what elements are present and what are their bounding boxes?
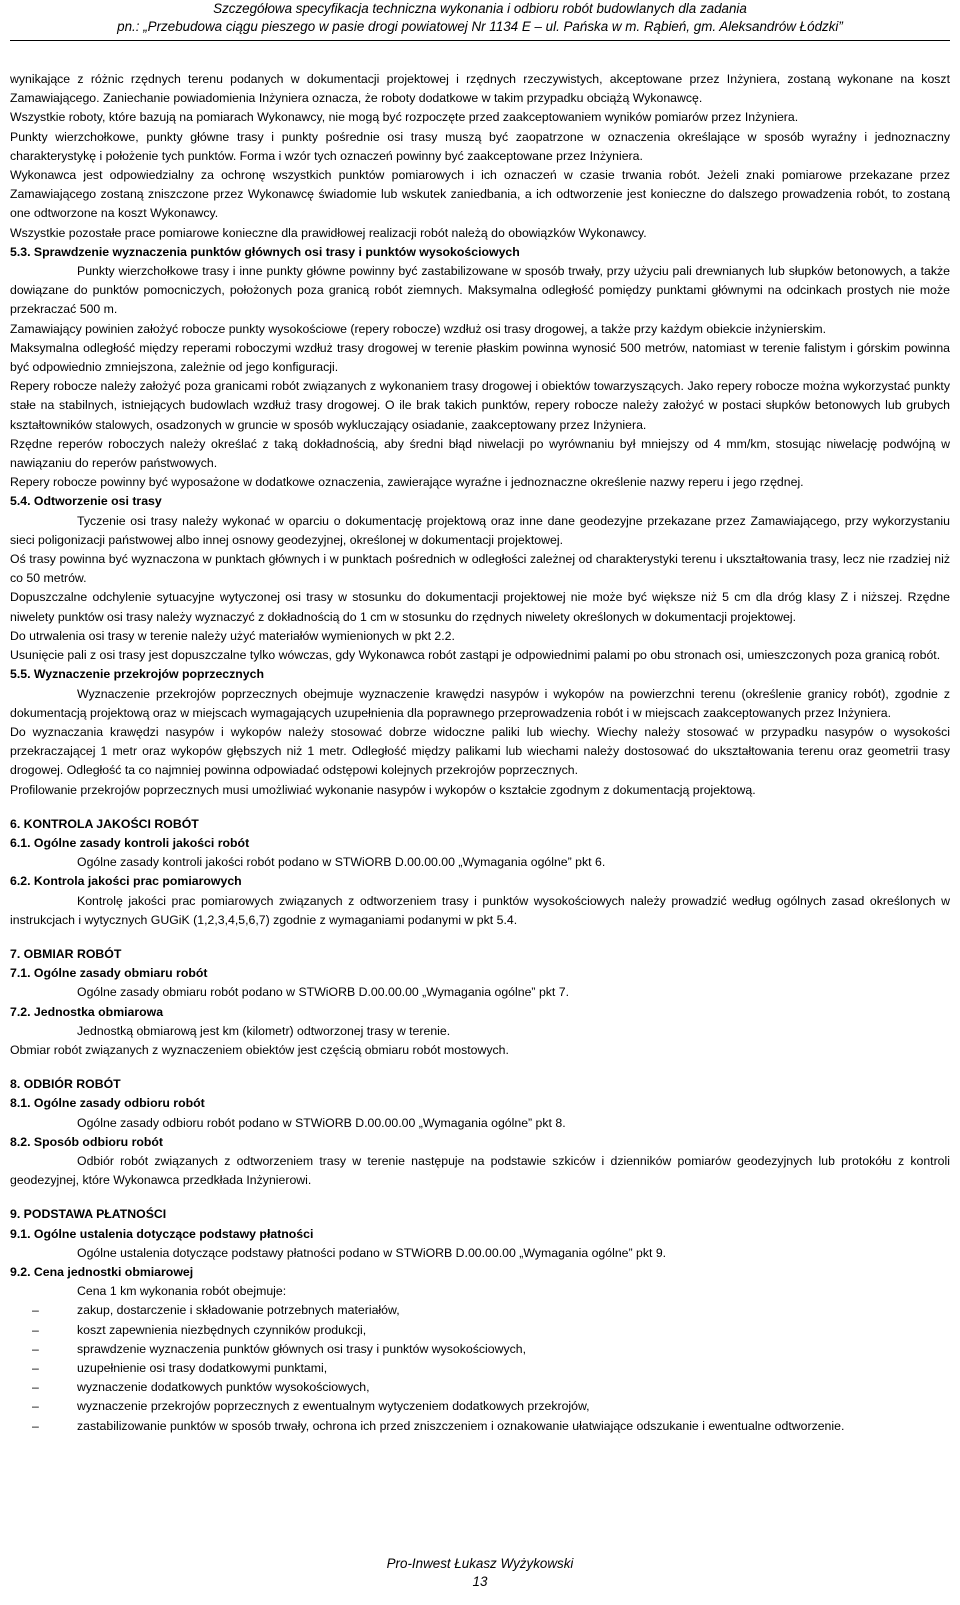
paragraph: Jednostką obmiarową jest km (kilometr) odtworzonej trasy w terenie.	[77, 1023, 451, 1038]
page-header	[0, 0, 960, 36]
section-heading-8: 8. ODBIÓR ROBÓT	[10, 1077, 121, 1092]
paragraph: wynikające z różnic rzędnych terenu podanych w dokumentacji projektowej i rzędnych rzeczywistych, akceptowane przez Inżyniera, zostaną wykonane na koszt Zamawiającego. Zaniechanie powiadomienia Inżyniera oznacza, że roboty dodatkowe w takim przypadku obciążą Wykonawcę.	[10, 72, 950, 106]
footer-company: Pro-Inwest Łukasz Wyżykowski	[386, 1556, 574, 1571]
section-heading-7-1: 7.1. Ogólne zasady obmiaru robót	[10, 966, 208, 981]
paragraph: Odbiór robót związanych z odtworzeniem trasy w terenie następuje na podstawie szkiców i dzienników pomiarów geodezyjnych lub protokółu z kontroli geodezyjnej, które Wykonawca przedkłada Inżynierowi.	[10, 1153, 950, 1188]
paragraph: Punkty wierzchołkowe trasy i inne punkty główne powinny być zastabilizowane w sposób trwały, przy użyciu pali drewnianych lub słupków betonowych, a także dowiązane do punktów pomocniczych, położonych poza granicą robót ziemnych. Maksymalna odległość pomiędzy punktami głównymi na odcinkach prostych nie może przekraczać 500 m.	[10, 264, 950, 317]
paragraph: Obmiar robót związanych z wyznaczeniem obiektów jest częścią obmiaru robót mostowych.	[10, 1042, 509, 1057]
list-item	[10, 1397, 950, 1416]
paragraph: Do wyznaczania krawędzi nasypów i wykopów należy stosować dobrze widoczne paliki lub wiechy. Wiechy należy stosować w przypadku nasypów o wysokości przekraczającej 1 metr oraz wykopów głębszych niż 1 metr. Odległość między palikami lub wiechami należy dostosować do ukształtowania terenu oraz geometrii trasy drogowej. Odległość ta co najmniej powinna odpowiadać odstępowi kolejnych przekrojów poprzecznych.	[10, 724, 950, 778]
header-title: Szczegółowa specyfikacja techniczna wykonania i odbioru robót budowlanych dla zadania	[213, 1, 747, 16]
paragraph: Oś trasy powinna być wyznaczona w punktach głównych i w punktach pośrednich w odległości zależnej od charakterystyki terenu i ukształtowania trasy, lecz nie rzadziej niż co 50 metrów.	[10, 552, 950, 586]
paragraph: Ogólne ustalenia dotyczące podstawy płatności podano w STWiORB D.00.00.00 „Wymagania ogólne” pkt 9.	[77, 1245, 667, 1260]
paragraph: Wykonawca jest odpowiedzialny za ochronę wszystkich punktów pomiarowych i ich oznaczeń w czasie trwania robót. Jeżeli znaki pomiarowe przekazane przez Zamawiającego zostaną zniszczone przez Wykonawcę świadomie lub wskutek zaniedbania, a ich odtworzenie jest konieczne do dalszego prowadzenia robót, to zostaną one odtworzone na koszt Wykonawcy.	[10, 168, 950, 221]
header-subtitle: pn.: „Przebudowa ciągu pieszego w pasie drogi powiatowej Nr 1134 E – ul. Pańska w m. Rąbień, gm. Aleksandrów Łódzki”	[117, 19, 843, 34]
section-heading-8-1: 8.1. Ogólne zasady odbioru robót	[10, 1096, 205, 1111]
list-item	[10, 1321, 950, 1340]
list-item	[10, 1417, 950, 1436]
list-item	[10, 1359, 950, 1378]
paragraph: Zamawiający powinien założyć robocze punkty wysokościowe (repery robocze) wzdłuż osi trasy drogowej, a także przy każdym obiekcie inżynierskim.	[10, 321, 827, 336]
section-heading-6: 6. KONTROLA JAKOŚCI ROBÓT	[10, 816, 199, 831]
list-item	[10, 1378, 950, 1397]
section-heading-9-2: 9.2. Cena jednostki obmiarowej	[10, 1264, 194, 1279]
paragraph: Repery robocze należy założyć poza granicami robót związanych z wykonaniem trasy drogowej i obiektów towarzyszących. Jako repery robocze można wykorzystać punkty stałe na stabilnych, istniejących budowlach wzdłuż trasy drogowej. O ile brak takich punktów, repery robocze należy założyć w postaci słupków betonowych lub grubych kształtowników stalowych, osadzonych w gruncie w sposób wykluczający osiadanie, zaakceptowany przez Inżyniera.	[10, 379, 950, 432]
paragraph: Dopuszczalne odchylenie sytuacyjne wytyczonej osi trasy w stosunku do dokumentacji projektowej nie może być większe niż 5 cm dla dróg klasy Z i niższej. Rzędne niwelety punktów osi trasy należy wyznaczyć z dokładnością do 1 cm w stosunku do rzędnych niwelety określonych w dokumentacji projektowej.	[10, 590, 950, 624]
list-item-text: koszt zapewnienia niezbędnych czynników produkcji,	[77, 1322, 367, 1337]
paragraph: Usunięcie pali z osi trasy jest dopuszczalne tylko wówczas, gdy Wykonawca robót zastąpi je odpowiednimi palami po obu stronach osi, umieszczonych poza granicą robót.	[10, 648, 941, 663]
paragraph: Tyczenie osi trasy należy wykonać w oparciu o dokumentację projektową oraz inne dane geodezyjne przekazane przez Zamawiającego, przy wykorzystaniu sieci poligonizacji państwowej albo innej osnowy geodezyjnej, określonej w dokumentacji projektowej.	[10, 513, 950, 547]
dash-bullet: –	[32, 1361, 39, 1375]
paragraph: Wyznaczenie przekrojów poprzecznych obejmuje wyznaczenie krawędzi nasypów i wykopów na powierzchni terenu (określenie granicy robót), zgodnie z dokumentacją projektową oraz w miejscach wymagających uzupełnienia dla poprawnego przeprowadzenia robót i w miejscach zaakceptowanych przez Inżyniera.	[10, 686, 950, 720]
section-heading-9: 9. PODSTAWA PŁATNOŚCI	[10, 1207, 167, 1222]
section-heading-5-3: 5.3. Sprawdzenie wyznaczenia punktów głównych osi trasy i punktów wysokościowych	[10, 244, 520, 259]
list-item-text: zakup, dostarczenie i składowanie potrzebnych materiałów,	[77, 1303, 400, 1318]
list-item	[10, 1301, 950, 1320]
list-item-text: uzupełnienie osi trasy dodatkowymi punktami,	[77, 1361, 328, 1375]
paragraph: Profilowanie przekrojów poprzecznych musi umożliwiać wykonanie nasypów i wykopów o kształcie zgodnym z dokumentacją projektową.	[10, 782, 756, 797]
section-heading-9-1: 9.1. Ogólne ustalenia dotyczące podstawy płatności	[10, 1226, 314, 1241]
section-heading-5-4: 5.4. Odtworzenie osi trasy	[10, 494, 162, 509]
paragraph: Ogólne zasady kontroli jakości robót podano w STWiORB D.00.00.00 „Wymagania ogólne” pkt 6.	[77, 855, 606, 870]
paragraph: Punkty wierzchołkowe, punkty główne trasy i punkty pośrednie osi trasy muszą być zaopatrzone w oznaczenia określające w sposób wyraźny i jednoznaczny charakterystykę i położenie tych punktów. Forma i wzór tych oznaczeń powinny być zaakceptowane przez Inżyniera.	[10, 129, 950, 163]
section-heading-7-2: 7.2. Jednostka obmiarowa	[10, 1004, 164, 1019]
paragraph: Ogólne zasady obmiaru robót podano w STWiORB D.00.00.00 „Wymagania ogólne” pkt 7.	[77, 985, 570, 1000]
header-divider	[10, 40, 950, 41]
list-item-text: zastabilizowanie punktów w sposób trwały, ochrona ich przed zniszczeniem i oznakowanie ułatwiające odszukanie i ewentualne odtworzenie.	[77, 1418, 845, 1433]
dash-bullet: –	[32, 1341, 39, 1356]
dash-bullet: –	[32, 1303, 39, 1318]
paragraph: Do utrwalenia osi trasy w terenie należy użyć materiałów wymienionych w pkt 2.2.	[10, 628, 455, 643]
page-footer	[0, 1555, 960, 1591]
dash-bullet: –	[32, 1322, 39, 1337]
paragraph: Kontrolę jakości prac pomiarowych związanych z odtworzeniem trasy i punktów wysokościowych należy prowadzić według ogólnych zasad określonych w instrukcjach i wytycznych GUGiK (1,2,3,4,5,6,7) zgodnie z wymaganiami podanymi w pkt 5.4.	[10, 893, 950, 927]
document-body	[10, 70, 950, 1436]
list-item-text: wyznaczenie przekrojów poprzecznych z ewentualnym wytyczeniem dodatkowych przekrojów,	[77, 1399, 590, 1414]
paragraph: Wszystkie pozostałe prace pomiarowe konieczne dla prawidłowej realizacji robót należą do obowiązków Wykonawcy.	[10, 225, 647, 240]
section-heading-6-2: 6.2. Kontrola jakości prac pomiarowych	[10, 874, 242, 889]
section-heading-7: 7. OBMIAR ROBÓT	[10, 946, 122, 961]
paragraph: Ogólne zasady odbioru robót podano w STWiORB D.00.00.00 „Wymagania ogólne” pkt 8.	[77, 1115, 566, 1130]
list-item-text: sprawdzenie wyznaczenia punktów głównych osi trasy i punktów wysokościowych,	[77, 1341, 527, 1356]
section-heading-6-1: 6.1. Ogólne zasady kontroli jakości robót	[10, 835, 250, 850]
paragraph: Repery robocze powinny być wyposażone w dodatkowe oznaczenia, zawierające wyraźne i jednoznaczne określenie nazwy reperu i jego rzędnej.	[10, 475, 804, 490]
paragraph: Rzędne reperów roboczych należy określać z taką dokładnością, aby średni błąd niwelacji po wyrównaniu był mniejszy od 4 mm/km, stosując niwelację podwójną w nawiązaniu do reperów państwowych.	[10, 436, 950, 471]
paragraph: Maksymalna odległość między reperami roboczymi wzdłuż trasy drogowej w terenie płaskim powinna wynosić 500 metrów, natomiast w terenie falistym i górskim powinna być odpowiednio zmniejszona, zależnie od jego konfiguracji.	[10, 340, 950, 375]
paragraph: Wszystkie roboty, które bazują na pomiarach Wykonawcy, nie mogą być rozpoczęte przed zaakceptowaniem wyników pomiarów przez Inżyniera.	[10, 110, 799, 125]
section-heading-5-5: 5.5. Wyznaczenie przekrojów poprzecznych	[10, 667, 264, 682]
page-number: 13	[472, 1574, 488, 1589]
dash-bullet: –	[32, 1380, 39, 1395]
cost-items-list	[10, 1301, 950, 1435]
paragraph: Cena 1 km wykonania robót obejmuje:	[77, 1284, 287, 1299]
section-heading-8-2: 8.2. Sposób odbioru robót	[10, 1134, 164, 1149]
list-item-text: wyznaczenie dodatkowych punktów wysokościowych,	[77, 1380, 370, 1395]
dash-bullet: –	[32, 1418, 39, 1433]
list-item	[10, 1340, 950, 1359]
dash-bullet: –	[32, 1399, 39, 1414]
